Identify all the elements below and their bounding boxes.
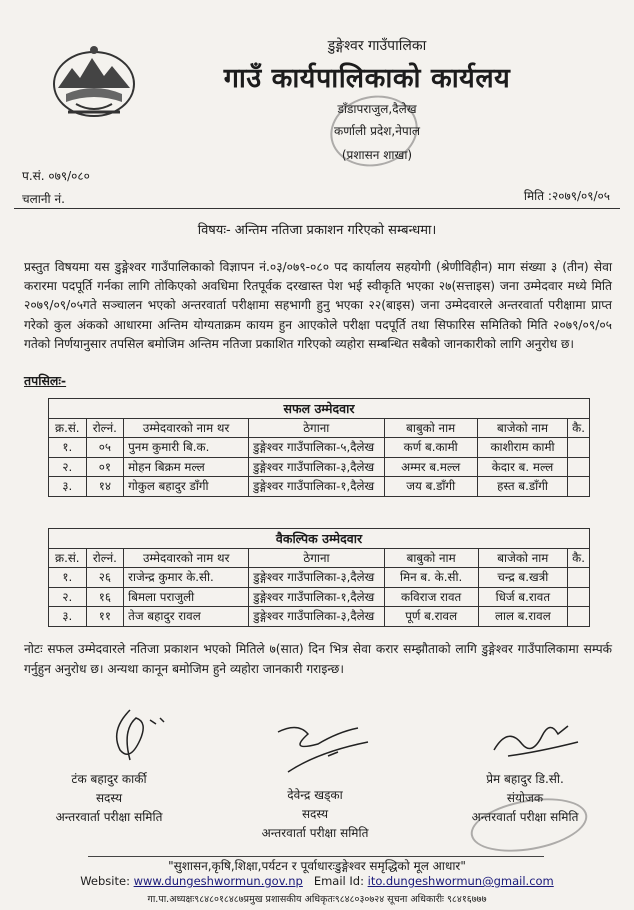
cell-name: गोकुल बहादुर डाँगी <box>124 477 249 497</box>
cell-remark <box>568 438 590 458</box>
note-paragraph: नोटः सफल उम्मेदवारले नतिजा प्रकाशन भएको मितिले ७(सात) दिन भित्र सेवा करार सम्झौताको लागि डुङ्गेश्वर गाउँपालिकामा सम्पर्क गर्नुहुन अनुरोध छ। अन्यथा कानून बमोजिम हुने व्यहोरा जानकारी गराइन्छ। <box>24 642 612 676</box>
signatory-committee: अन्तरवार्ता परीक्षा समिति <box>261 826 369 840</box>
cell-father: मिन ब. के.सी. <box>384 568 478 588</box>
signature-3-icon <box>488 706 588 766</box>
signatory-committee: अन्तरवार्ता परीक्षा समिति <box>55 810 163 824</box>
table-row <box>49 568 590 588</box>
signatory-committee: अन्तरवार्ता परीक्षा समिति <box>471 810 579 824</box>
table-row <box>49 587 590 607</box>
cell-name: राजेन्द्र कुमार के.सी. <box>124 568 249 588</box>
letter-date: मिति :२०७९/०९/०५ <box>523 189 610 203</box>
col-header: बाजेको नाम <box>478 548 568 568</box>
header-divider <box>14 208 620 209</box>
col-header: उम्मेदवारको नाम थर <box>124 418 249 438</box>
cell-sn: २. <box>49 457 87 477</box>
cell-sn: १. <box>49 438 87 458</box>
table-row <box>49 438 590 458</box>
body-paragraph: प्रस्तुत विषयमा यस डुङ्गेश्वर गाउँपालिकाको विज्ञापन नं.०३/०७९-०८० पद कार्यालय सहयोगी (श्रेणीविहीन) माग संख्या ३ (तीन) सेवा करारमा पदपूर्ति गर्नका लागि तोकिएको अवधिमा रितपूर्वक दरखास्त पेश भई स्वीकृति भएका २७(सत्ताइस) जना उम्मेदवार मध्ये मिति २०७९/०९/०५गते सञ्चालन भएको अन्तरवार्ता परीक्षामा सहभागी हुनु भएका २२(बाइस) जना उम्मेदवारले अन्तरवार्ता परीक्षामा प्राप्त गरेको कुल अंकको आधारमा अन्तिम योग्यताक्रम कायम हुन आएकोले परीक्षा पदपूर्ति तथा सिफारिस समितिको मिति २०७९/०९/०५ गतेको निर्णयानुसार तपसिल बमोजिम अन्तिम नतिजा प्रकाशित गरिएको व्यहोरा सम्बन्धित सबैको जानकारीको लागि अनुरोध छ। <box>24 260 612 351</box>
cell-address: डुङ्गेश्वर गाउँपालिका-३,दैलेख <box>249 568 384 588</box>
successful-candidates-table <box>48 398 590 497</box>
table-row <box>49 607 590 627</box>
col-header: रोल्नं. <box>86 548 124 568</box>
cell-roll: ११ <box>86 607 124 627</box>
cell-address: डुङ्गेश्वर गाउँपालिका-१,दैलेख <box>249 587 384 607</box>
subject-line: विषयः- अन्तिम नतिजा प्रकाशन गरिएको सम्बन्धमा। <box>197 223 437 238</box>
cell-name: तेज बहादुर रावल <box>124 607 249 627</box>
email-label: Email Id: <box>313 874 364 888</box>
address-line-1: डाँडापराजुल,दैलेख <box>337 102 417 116</box>
col-header: ठेगाना <box>249 418 384 438</box>
cell-grandfather: काशीराम कामी <box>477 438 567 458</box>
signatory-name: टंक बहादुर कार्की <box>71 772 147 786</box>
cell-grandfather: लाल ब.रावल <box>478 607 568 627</box>
municipality-name: डुङ्गेश्वर गाउँपालिका <box>327 38 427 54</box>
cell-grandfather: धिर्ज ब.रावत <box>478 587 568 607</box>
cell-address: डुङ्गेश्वर गाउँपालिका-३,दैलेख <box>249 457 384 477</box>
signatory-role: सदस्य <box>95 791 123 805</box>
signature-2-icon <box>268 712 378 782</box>
col-header: कै. <box>568 548 590 568</box>
table-row <box>49 457 590 477</box>
cell-father: अम्मर ब.मल्ल <box>384 457 477 477</box>
signature-1-icon <box>100 700 180 770</box>
dispatch-number: चलानी नं. <box>22 192 65 206</box>
cell-address: डुङ्गेश्वर गाउँपालिका-१,दैलेख <box>249 477 384 497</box>
col-header: कै. <box>568 418 590 438</box>
table-header-row <box>49 548 590 568</box>
cell-roll: १४ <box>86 477 124 497</box>
cell-roll: ०१ <box>86 457 124 477</box>
cell-roll: २६ <box>86 568 124 588</box>
cell-name: मोहन बिक्रम मल्ल <box>124 457 249 477</box>
col-header: ठेगाना <box>249 548 384 568</box>
table-header-row <box>49 418 590 438</box>
details-heading: तपसिलः- <box>24 373 67 388</box>
footer-phones: गा.पा.अध्यक्षः९८४८०१८४८७प्रमुख प्रशासकीय अधिकृतः९८४८०३०७२४ सूचना अधिकारीः ९८४१६७७७ <box>147 894 487 905</box>
cell-remark <box>568 457 590 477</box>
cell-remark <box>568 477 590 497</box>
cell-sn: २. <box>49 587 87 607</box>
cell-address: डुङ्गेश्वर गाउँपालिका-५,दैलेख <box>249 438 384 458</box>
footer-motto: "सुशासन,कृषि,शिक्षा,पर्यटन र पूर्वाधारःडुङ्गेश्वर समृद्धिको मूल आधार" <box>168 859 466 873</box>
cell-roll: ०५ <box>86 438 124 458</box>
col-header: बाबुको नाम <box>384 418 477 438</box>
signatory-role: सदस्य <box>301 807 329 821</box>
cell-sn: ३. <box>49 607 87 627</box>
address-line-3: (प्रशासन शाखा) <box>341 148 413 162</box>
col-header: उम्मेदवारको नाम थर <box>124 548 249 568</box>
cell-name: बिमला पराजुली <box>124 587 249 607</box>
col-header: क्र.सं. <box>49 418 87 438</box>
cell-roll: १६ <box>86 587 124 607</box>
letter-number: प.सं. ०७९/०८० <box>22 169 90 183</box>
footer-contact <box>0 874 634 888</box>
cell-sn: ३. <box>49 477 87 497</box>
address-line-2: कर्णाली प्रदेश,नेपाल <box>334 124 420 138</box>
email-link[interactable]: ito.dungeshwormun@gmail.com <box>367 874 554 888</box>
col-header: रोल्नं. <box>86 418 124 438</box>
table-row <box>49 477 590 497</box>
col-header: बाजेको नाम <box>477 418 567 438</box>
col-header: बाबुको नाम <box>384 548 478 568</box>
signatory-block <box>14 770 204 827</box>
cell-grandfather: हस्त ब.डाँगी <box>477 477 567 497</box>
website-link[interactable]: www.dungeshwormun.gov.np <box>133 874 303 888</box>
cell-address: डुङ्गेश्वर गाउँपालिका-३,दैलेख <box>249 607 384 627</box>
cell-remark <box>568 568 590 588</box>
cell-sn: १. <box>49 568 87 588</box>
cell-father: पूर्ण ब.रावल <box>384 607 478 627</box>
cell-grandfather: केदार ब. मल्ल <box>477 457 567 477</box>
cell-grandfather: चन्द्र ब.खत्री <box>478 568 568 588</box>
cell-remark <box>568 587 590 607</box>
signatory-name: प्रेम बहादुर डि.सी. <box>486 772 564 786</box>
table-caption: सफल उम्मेदवार <box>49 399 590 419</box>
cell-remark <box>568 607 590 627</box>
website-label: Website: <box>80 874 130 888</box>
cell-father: कर्ण ब.कामी <box>384 438 477 458</box>
signatory-name: देवेन्द्र खड्का <box>287 788 343 802</box>
signatory-block <box>220 786 410 843</box>
cell-name: पुनम कुमारी बि.क. <box>124 438 249 458</box>
signatory-role: संयोजक <box>506 791 544 805</box>
col-header: क्र.सं. <box>49 548 87 568</box>
table-caption: वैकल्पिक उम्मेदवार <box>49 529 590 549</box>
cell-father: कविराज रावत <box>384 587 478 607</box>
alternate-candidates-table <box>48 528 590 627</box>
office-title: गाउँ कार्यपालिकाको कार्यलय <box>223 63 511 94</box>
cell-father: जय ब.डाँगी <box>384 477 477 497</box>
